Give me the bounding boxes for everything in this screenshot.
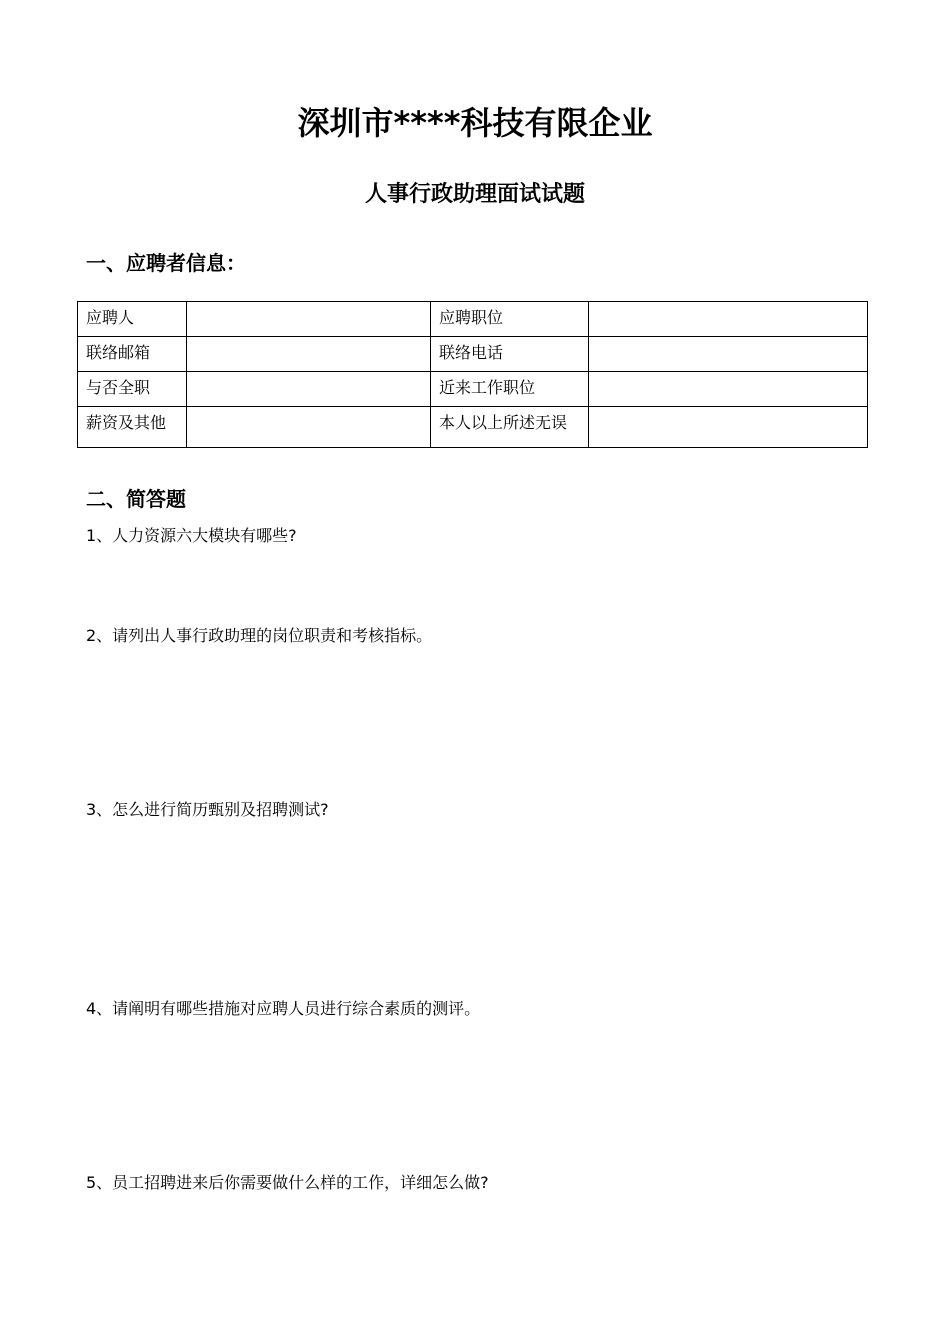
- field-value-cell[interactable]: [187, 407, 431, 448]
- field-value-cell[interactable]: [589, 302, 868, 337]
- table-row: [78, 407, 868, 448]
- applicant-info-table: [77, 301, 868, 448]
- field-label: 联络电话: [431, 337, 589, 372]
- field-label: 应聘职位: [431, 302, 589, 337]
- field-value-cell[interactable]: [589, 337, 868, 372]
- section-heading-short-answer: 二、简答题: [86, 487, 186, 511]
- question-2: 2、请列出人事行政助理的岗位职责和考核指标。: [86, 626, 433, 645]
- field-value-cell[interactable]: [187, 337, 431, 372]
- table-row: [78, 337, 868, 372]
- field-label: 与否全职: [78, 372, 187, 407]
- section-heading-applicant-info: 一、应聘者信息：: [86, 251, 246, 275]
- page-title: 深圳市****科技有限企业: [297, 104, 653, 142]
- question-5: 5、员工招聘进来后你需要做什么样的工作，详细怎么做?: [86, 1173, 489, 1192]
- field-value-cell[interactable]: [187, 302, 431, 337]
- table-row: [78, 302, 868, 337]
- question-4: 4、请阐明有哪些措施对应聘人员进行综合素质的测评。: [86, 999, 481, 1018]
- table-row: [78, 372, 868, 407]
- field-label: 本人以上所述无误: [431, 407, 589, 448]
- field-value-cell[interactable]: [589, 407, 868, 448]
- question-1: 1、人力资源六大模块有哪些?: [86, 526, 297, 545]
- page-subtitle: 人事行政助理面试试题: [364, 182, 585, 207]
- field-label: 薪资及其他: [78, 407, 187, 448]
- field-label: 联络邮箱: [78, 337, 187, 372]
- field-label: 应聘人: [78, 302, 187, 337]
- question-3: 3、怎么进行简历甄别及招聘测试?: [86, 800, 329, 819]
- field-value-cell[interactable]: [589, 372, 868, 407]
- field-value-cell[interactable]: [187, 372, 431, 407]
- field-label: 近来工作职位: [431, 372, 589, 407]
